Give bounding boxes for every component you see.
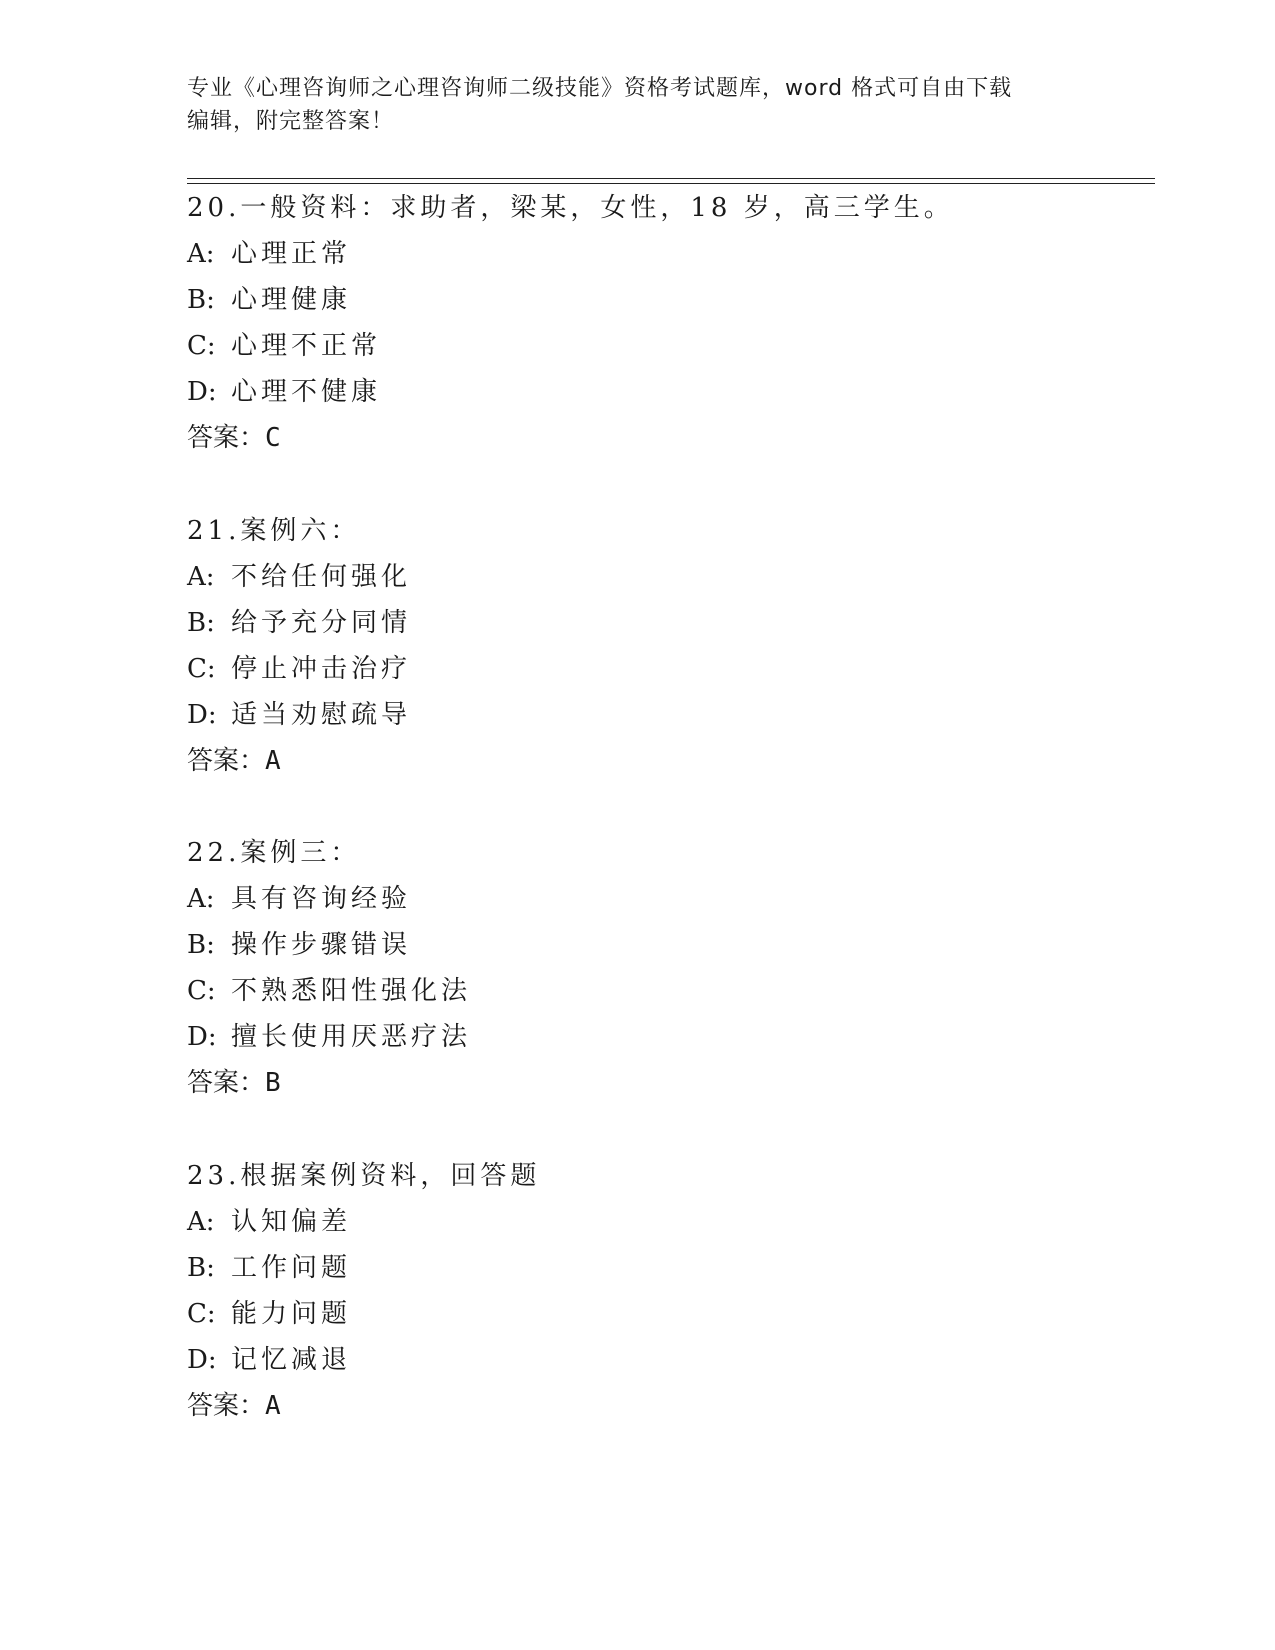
option-text: 心理不健康: [231, 377, 382, 407]
option-label: B:: [187, 608, 215, 638]
option-text: 操作步骤错误: [231, 930, 412, 960]
option-label: A:: [187, 884, 215, 914]
option-text: 不熟悉阳性强化法: [231, 976, 472, 1006]
answer-value: A: [265, 1391, 281, 1421]
answer-prefix: 答案：: [187, 423, 266, 453]
option-label: D:: [187, 1022, 217, 1052]
header-divider-top: [187, 178, 1155, 179]
option-d: [187, 692, 1087, 738]
question-stem: 20.一般资料：求助者，梁某，女性，18 岁，高三学生。: [187, 193, 954, 223]
answer-line: [187, 738, 1087, 784]
header-divider-bottom: [187, 183, 1155, 184]
option-label: C:: [187, 1299, 216, 1329]
option-text: 能力问题: [231, 1299, 352, 1329]
option-label: A:: [187, 239, 215, 269]
answer-line: [187, 415, 1087, 461]
option-label: D:: [187, 377, 217, 407]
option-b: [187, 277, 1087, 323]
header-line-1: 专业《心理咨询师之心理咨询师二级技能》资格考试题库，word 格式可自由下载: [187, 76, 1013, 101]
question-22: [187, 830, 1087, 1106]
option-label: B:: [187, 1253, 215, 1283]
option-c: [187, 323, 1087, 369]
option-label: B:: [187, 285, 215, 315]
question-stem: 23.根据案例资料，回答题: [187, 1161, 541, 1191]
option-label: D:: [187, 1345, 217, 1375]
option-text: 不给任何强化: [231, 562, 412, 592]
answer-value: B: [265, 1068, 281, 1098]
option-label: C:: [187, 654, 216, 684]
option-d: [187, 1337, 1087, 1383]
option-label: D:: [187, 700, 217, 730]
option-text: 心理不正常: [231, 331, 382, 361]
option-c: [187, 646, 1087, 692]
question-stem: 22.案例三：: [187, 838, 361, 868]
option-text: 记忆减退: [231, 1345, 352, 1375]
option-c: [187, 968, 1087, 1014]
option-a: [187, 1199, 1087, 1245]
option-label: C:: [187, 331, 216, 361]
answer-prefix: 答案：: [187, 1068, 266, 1098]
option-text: 心理健康: [231, 285, 352, 315]
option-text: 停止冲击治疗: [231, 654, 412, 684]
option-text: 适当劝慰疏导: [231, 700, 412, 730]
option-b: [187, 600, 1087, 646]
option-text: 给予充分同情: [231, 608, 412, 638]
answer-prefix: 答案：: [187, 1391, 266, 1421]
option-d: [187, 1014, 1087, 1060]
question-23: [187, 1153, 1087, 1429]
answer-value: C: [265, 423, 281, 453]
option-text: 擅长使用厌恶疗法: [231, 1022, 472, 1052]
option-label: B:: [187, 930, 215, 960]
option-b: [187, 922, 1087, 968]
option-a: [187, 554, 1087, 600]
option-a: [187, 231, 1087, 277]
option-a: [187, 876, 1087, 922]
option-label: A:: [187, 1207, 215, 1237]
document-header: [187, 72, 1087, 138]
question-21: [187, 508, 1087, 784]
answer-value: A: [265, 746, 281, 776]
option-text: 认知偏差: [231, 1207, 352, 1237]
option-text: 工作问题: [231, 1253, 352, 1283]
question-stem: 21.案例六：: [187, 516, 361, 546]
option-label: A:: [187, 562, 215, 592]
question-20: [187, 185, 1087, 461]
answer-line: [187, 1060, 1087, 1106]
answer-prefix: 答案：: [187, 746, 266, 776]
option-text: 具有咨询经验: [231, 884, 412, 914]
header-line-2: 编辑，附完整答案！: [187, 109, 395, 134]
answer-line: [187, 1383, 1087, 1429]
option-c: [187, 1291, 1087, 1337]
option-text: 心理正常: [231, 239, 352, 269]
option-b: [187, 1245, 1087, 1291]
option-label: C:: [187, 976, 216, 1006]
option-d: [187, 369, 1087, 415]
